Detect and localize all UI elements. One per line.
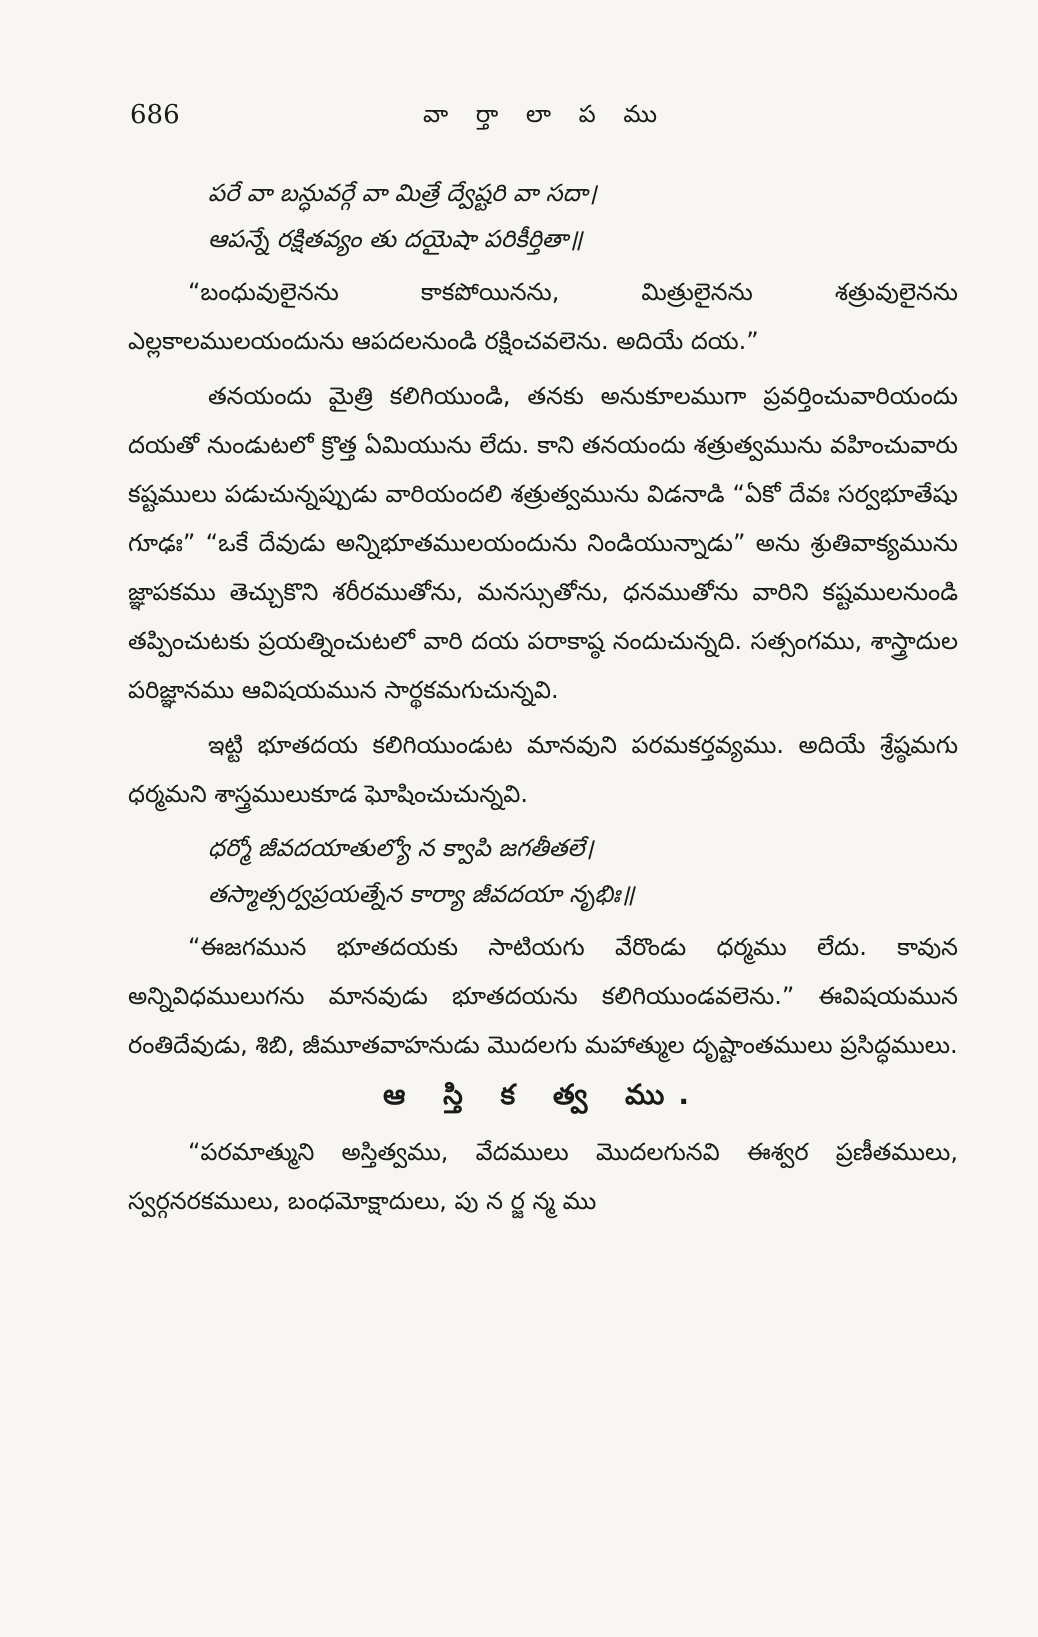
- running-title: వా ర్తా లా ప ము: [422, 100, 668, 128]
- body-paragraph: తనయందు మైత్రి కలిగియుండి, తనకు అనుకూలముగా ప్రవర్తించువారియందు దయతో నుండుటలో క్రొత్త ఏమియును లేదు. కాని తనయందు శత్రుత్వమును వహించువారు కష్టములు పడుచున్నప్పుడు వారియందలి శత్రుత్వమును విడనాడి “ఏకో దేవః సర్వభూతేషు గూఢః” “ఒకే దేవుడు అన్నిభూతములయందును నిండియున్నాడు” అను శ్రుతివాక్యమును జ్ఞాపకము తెచ్చుకొని శరీరముతోను, మనస్సుతోను, ధనముతోను వారిని కష్టములనుండి తప్పించుటకు ప్రయత్నించుటలో వారి దయ పరాకాష్ఠ నందుచున్నది. సత్సంగము, శాస్త్రాదుల పరిజ్ఞానము ఆవిషయమున సార్థకమగుచున్నవి.: [128, 382, 958, 704]
- verse-line: తస్మాత్సర్వప్రయత్నేన కార్యా జీవదయా నృభిః॥: [208, 880, 635, 908]
- page-header: [130, 100, 960, 140]
- page-number: 686: [130, 100, 180, 130]
- verse-line: పరే వా బన్ధువర్గే వా మిత్రే ద్వేష్టరి వా సదా।: [208, 179, 597, 207]
- sanskrit-verse: [128, 170, 958, 262]
- verse-line: ధర్మో జీవదయాతుల్యో న క్వాపి జగతీతలే।: [208, 834, 594, 862]
- verse-translation: “ఈజగమున భూతదయకు సాటియగు వేరొండు ధర్మము లేదు. కావున అన్నివిధములుగను మానవుడు భూతదయను కలిగియుండవలెను.” ఈవిషయమున రంతిదేవుడు, శిబి, జీమూతవాహనుడు మొదలగు మహాత్ముల దృష్టాంతములు ప్రసిద్ధములు.: [128, 933, 958, 1059]
- body-paragraph: ఇట్టి భూతదయ కలిగియుండుట మానవుని పరమకర్తవ్యము. అదియే శ్రేష్ఠమగు ధర్మమని శాస్త్రములుకూడ ఘోషించుచున్నవి.: [128, 731, 958, 808]
- body-paragraph: “పరమాత్ముని అస్తిత్వము, వేదములు మొదలగునవి ఈశ్వర ప్రణీతములు, స్వర్గనరకములు, బంధమోక్షాదులు, పు న ర్జ న్మ ము: [128, 1138, 958, 1215]
- verse-translation: “బంధువులైనను కాకపోయినను, మిత్రులైనను శత్రువులైనను ఎల్లకాలములయందును ఆపదలనుండి రక్షించవలెను. అదియే దయ.”: [128, 278, 958, 355]
- verse-line: ఆపన్నే రక్షితవ్యం తు దయైషా పరికీర్తితా॥: [208, 225, 583, 253]
- sanskrit-verse: [128, 825, 958, 917]
- section-heading: ఆ స్తి క త్వ ము.: [382, 1078, 704, 1111]
- page-body: [128, 170, 958, 1232]
